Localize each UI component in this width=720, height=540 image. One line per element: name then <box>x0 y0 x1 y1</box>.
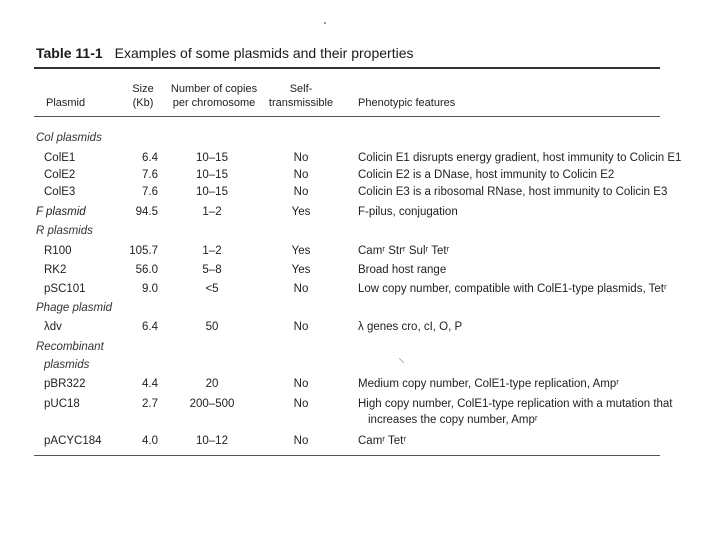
cell-phenotype: Colicin E2 is a DNase, host immunity to Colicin E2 <box>358 169 615 181</box>
cell-copies: 10–15 <box>196 152 228 164</box>
cell-plasmid: RK2 <box>44 264 67 276</box>
header-rule <box>34 116 660 117</box>
section-phage-plasmid: Phage plasmid <box>36 302 113 314</box>
header-phenotype: Phenotypic features <box>358 97 456 109</box>
cell-self: No <box>293 398 309 410</box>
cell-size: 7.6 <box>142 169 158 181</box>
cell-copies: 20 <box>205 378 219 390</box>
cell-size: 4.0 <box>142 435 158 447</box>
cell-phenotype: Camʳ Tetʳ <box>358 435 407 447</box>
cell-size: 6.4 <box>142 152 158 164</box>
cell-phenotype: Medium copy number, ColE1-type replication, Ampʳ <box>358 378 619 390</box>
header-size-line1: Size <box>132 83 154 95</box>
cell-copies: 1–2 <box>202 245 222 257</box>
cell-plasmid: λdv <box>44 321 62 333</box>
cell-copies: 50 <box>205 321 219 333</box>
section-recombinant-line2: plasmids <box>44 359 90 371</box>
pen-mark: ⸜ <box>398 349 405 365</box>
cell-copies: 10–15 <box>196 186 228 198</box>
cell-size: 6.4 <box>142 321 158 333</box>
cell-copies: 10–15 <box>196 169 228 181</box>
cell-size: 7.6 <box>142 186 158 198</box>
header-plasmid: Plasmid <box>46 97 86 109</box>
header-self-line2: transmissible <box>268 97 334 109</box>
cell-copies: 10–12 <box>196 435 228 447</box>
cell-size: 56.0 <box>135 264 158 276</box>
cell-size: 105.7 <box>129 245 158 257</box>
cell-phenotype: λ genes cro, cI, O, P <box>358 321 463 333</box>
header-self-line1: Self- <box>289 83 313 95</box>
table-title: Examples of some plasmids and their properties <box>114 45 414 61</box>
top-rule <box>34 67 660 69</box>
cell-phenotype: Colicin E1 disrupts energy gradient, host immunity to Colicin E1 <box>358 152 682 164</box>
scan-speck <box>324 22 326 24</box>
cell-self: Yes <box>291 206 311 218</box>
table-label: Table 11-1 <box>36 45 103 61</box>
cell-phenotype-continued: increases the copy number, Ampʳ <box>368 414 538 426</box>
cell-self: Yes <box>291 245 311 257</box>
header-copies-line2: per chromosome <box>172 97 256 109</box>
cell-plasmid: pACYC184 <box>44 435 102 447</box>
cell-size: 4.4 <box>142 378 158 390</box>
table-caption <box>36 45 413 61</box>
cell-self: No <box>293 435 309 447</box>
cell-self: No <box>293 186 309 198</box>
cell-self: No <box>293 169 309 181</box>
cell-size: 9.0 <box>142 283 158 295</box>
cell-self: No <box>293 152 309 164</box>
cell-phenotype: Camʳ Strʳ Sulʳ Tetʳ <box>358 245 450 257</box>
cell-plasmid: pBR322 <box>44 378 86 390</box>
cell-size: 2.7 <box>142 398 158 410</box>
cell-self: No <box>293 283 309 295</box>
section-col-plasmids: Col plasmids <box>36 132 102 144</box>
section-r-plasmids: R plasmids <box>36 225 93 237</box>
cell-copies: 200–500 <box>189 398 235 410</box>
cell-plasmid: pUC18 <box>44 398 80 410</box>
cell-plasmid: ColE3 <box>44 186 76 198</box>
cell-self: Yes <box>291 264 311 276</box>
cell-plasmid: pSC101 <box>44 283 86 295</box>
cell-self: No <box>293 378 309 390</box>
cell-plasmid: R100 <box>44 245 72 257</box>
cell-size: 94.5 <box>135 206 158 218</box>
cell-plasmid: ColE2 <box>44 169 76 181</box>
cell-plasmid: ColE1 <box>44 152 76 164</box>
cell-phenotype: Colicin E3 is a ribosomal RNase, host immunity to Colicin E3 <box>358 186 668 198</box>
cell-phenotype: Broad host range <box>358 264 447 276</box>
cell-copies: 1–2 <box>202 206 222 218</box>
cell-copies: 5–8 <box>202 264 222 276</box>
cell-plasmid: F plasmid <box>36 206 86 218</box>
cell-phenotype: Low copy number, compatible with ColE1-type plasmids, Tetʳ <box>358 283 667 295</box>
cell-copies: <5 <box>205 283 219 295</box>
header-size-line2: (Kb) <box>132 97 154 109</box>
bottom-rule <box>34 455 660 456</box>
cell-phenotype: High copy number, ColE1-type replication with a mutation that <box>358 398 673 410</box>
header-copies-line1: Number of copies <box>170 83 258 95</box>
cell-self: No <box>293 321 309 333</box>
section-recombinant-line1: Recombinant <box>36 341 104 353</box>
cell-phenotype: F-pilus, conjugation <box>358 206 458 218</box>
